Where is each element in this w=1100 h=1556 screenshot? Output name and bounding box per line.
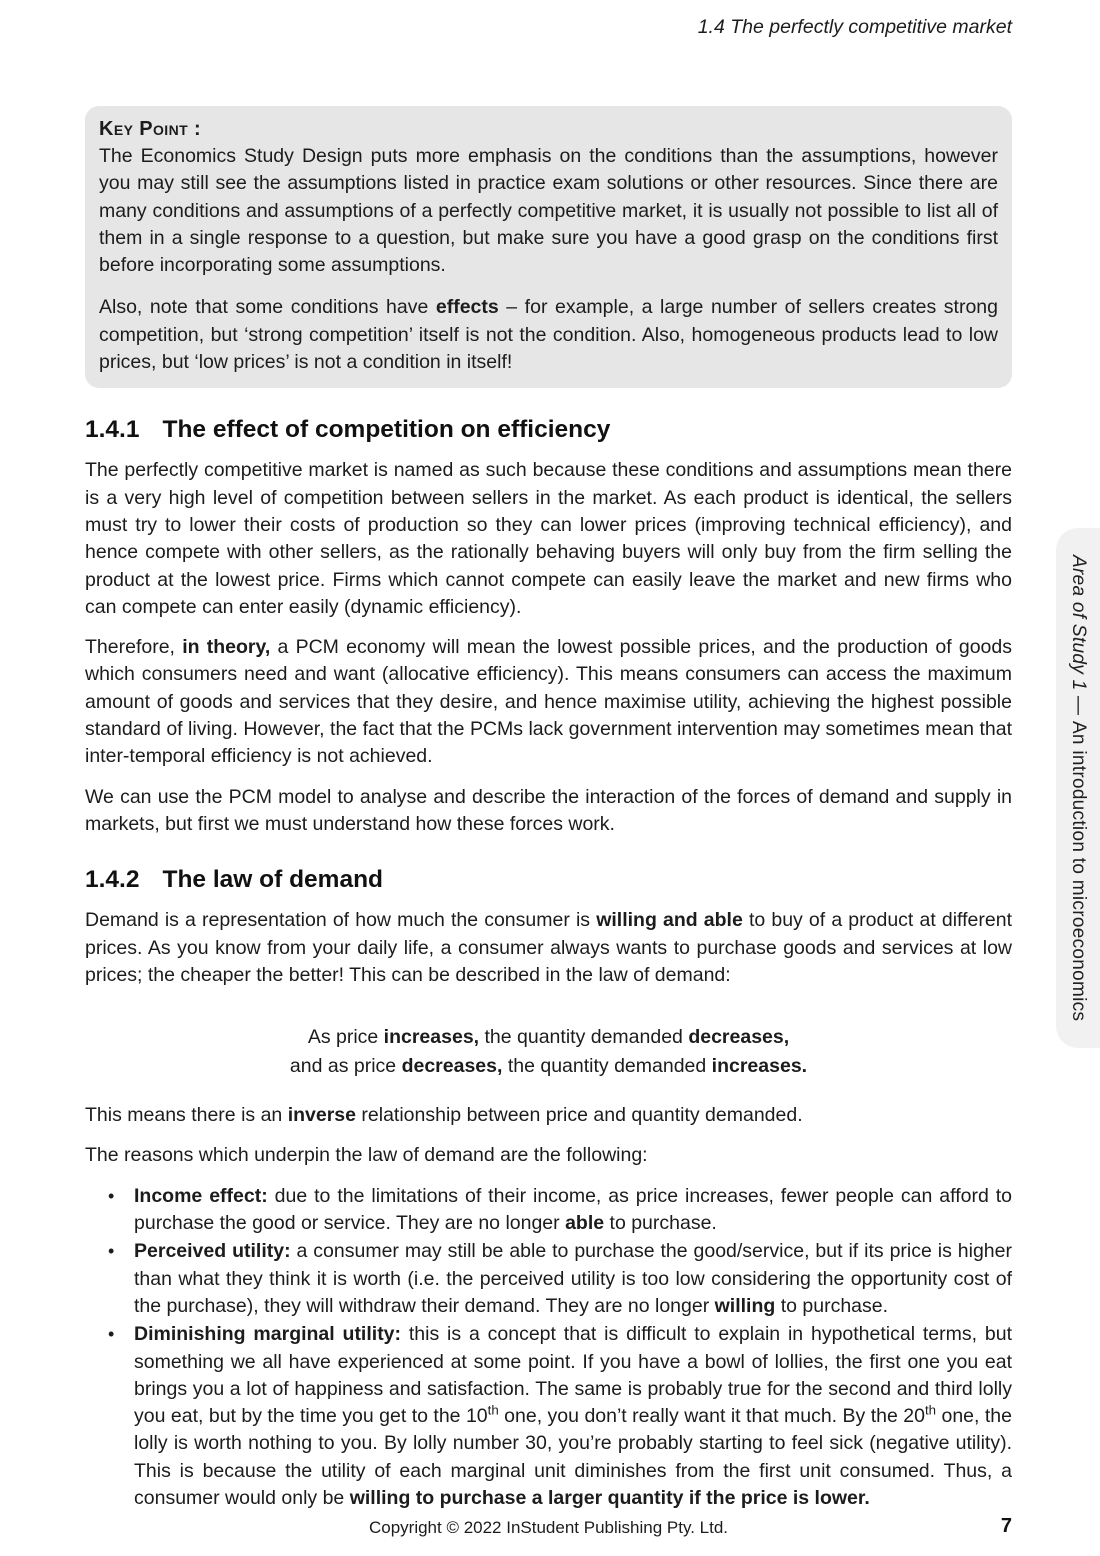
paragraph-competition-1: The perfectly competitive market is named as such because these conditions and assumptions mean there is a very high level of competition between sellers in the market. As each product is identical, the sellers must try to lower their costs of production so they can lower prices (improving technical efficiency), and hence compete with other sellers, as the rationally behaving buyers will only buy from the firm selling the product at the lowest price. Firms which cannot compete can easily leave the market and new firms who can compete can enter easily (dynamic efficiency). — [85, 459, 1012, 618]
copyright-notice: Copyright © 2022 InStudent Publishing Pty. Ltd. — [368, 1518, 729, 1537]
bullet-marker: • — [108, 1241, 115, 1262]
key-point-label: Key Point : — [99, 118, 202, 140]
area-of-study-side-tab — [1056, 528, 1100, 1048]
quote-line-2: and as price decreases, the quantity demanded increases. — [289, 1054, 808, 1077]
paragraph-competition-3: We can use the PCM model to analyse and describe the interaction of the forces of demand and supply in markets, but first we must understand how these forces work. — [85, 785, 1012, 835]
section-heading-1-4-2 — [85, 866, 1012, 894]
paragraph-demand-intro: Demand is a representation of how much the consumer is willing and able to buy of a product at different prices. As you know from your daily life, a consumer always wants to purchase goods and services at low prices; the cheaper the better! This can be described in the law of demand: — [85, 909, 1012, 986]
area-of-study-label-normal: An introduction to microeconomics — [1068, 720, 1089, 1022]
list-item-text: Income effect: due to the limitations of their income, as price increases, fewer people can afford to purchase the good or service. They are no longer able to purchase. — [134, 1184, 1012, 1235]
page-content — [85, 0, 1012, 1513]
area-of-study-label — [1067, 555, 1089, 1021]
list-item-perceived-utility — [108, 1238, 1012, 1320]
quote-line-1: As price increases, the quantity demanded decreases, — [307, 1026, 790, 1049]
paragraph-competition-2: Therefore, in theory, a PCM economy will mean the lowest possible prices, and the production of goods which consumers need and want (allocative efficiency). This means consumers can access the maximum amount of goods and services that they desire, and hence maximise utility, achieving the highest possible standard of living. However, the fact that the PCMs lack government intervention may sometimes mean that inter-temporal efficiency is not achieved. — [85, 636, 1013, 768]
list-item-diminishing-marginal-utility — [108, 1321, 1012, 1512]
page-number: 7 — [1000, 1515, 1012, 1537]
section-number: 1.4.2 — [85, 866, 140, 894]
law-of-demand-reasons-list — [85, 1183, 1012, 1513]
key-point-paragraph-2: Also, note that some conditions have effects – for example, a large number of sellers creates strong competition, but ‘strong competition’ itself is not the condition. Also, homogeneous products lead to low prices, but ‘low prices’ is not a condition in itself! — [99, 296, 998, 374]
section-title: The effect of competition on efficiency — [162, 416, 611, 444]
running-header: 1.4 The perfectly competitive market — [697, 16, 1012, 38]
paragraph-inverse-relationship: This means there is an inverse relationship between price and quantity demanded. — [85, 1104, 803, 1127]
section-title: The law of demand — [162, 866, 384, 894]
list-item-text: Perceived utility: a consumer may still be able to purchase the good/service, but if its price is higher than what they think it is worth (i.e. the perceived utility is too low considering the opportunity cost of the purchase), they will withdraw their demand. They are no longer willing to purchase. — [134, 1240, 1012, 1317]
area-of-study-label-italic: Area of Study 1 — — [1068, 554, 1089, 721]
section-heading-1-4-1 — [85, 416, 1012, 444]
paragraph-reasons-intro: The reasons which underpin the law of demand are the following: — [85, 1144, 648, 1167]
section-number: 1.4.1 — [85, 416, 140, 444]
list-item-income-effect — [108, 1183, 1012, 1238]
law-of-demand-quote — [85, 1023, 1012, 1080]
bullet-marker: • — [108, 1185, 115, 1206]
list-item-text: Diminishing marginal utility: this is a concept that is difficult to explain in hypothetical terms, but something we all have experienced at some point. If you have a bowl of lollies, the first one you eat brings you a lot of happiness and satisfaction. The same is probably true for the second and third lolly you eat, but by the time you get to the 10th one, you don’t really want it that much. By the 20th one, the lolly is worth nothing to you. By lolly number 30, you’re probably starting to feel sick (negative utility). This is because the utility of each marginal unit diminishes from the first unit consumed. Thus, a consumer would only be willing to purchase a larger quantity if the price is lower. — [134, 1323, 1013, 1509]
key-point-paragraph-1: The Economics Study Design puts more emphasis on the conditions than the assumptions, however you may still see the assumptions listed in practice exam solutions or other resources. Since there are many conditions and assumptions of a perfectly competitive market, it is usually not possible to list all of them in a single response to a question, but make sure you have a good grasp on the conditions first before incorporating some assumptions. — [99, 145, 998, 277]
bullet-marker: • — [108, 1324, 115, 1345]
key-point-box — [85, 106, 1012, 388]
